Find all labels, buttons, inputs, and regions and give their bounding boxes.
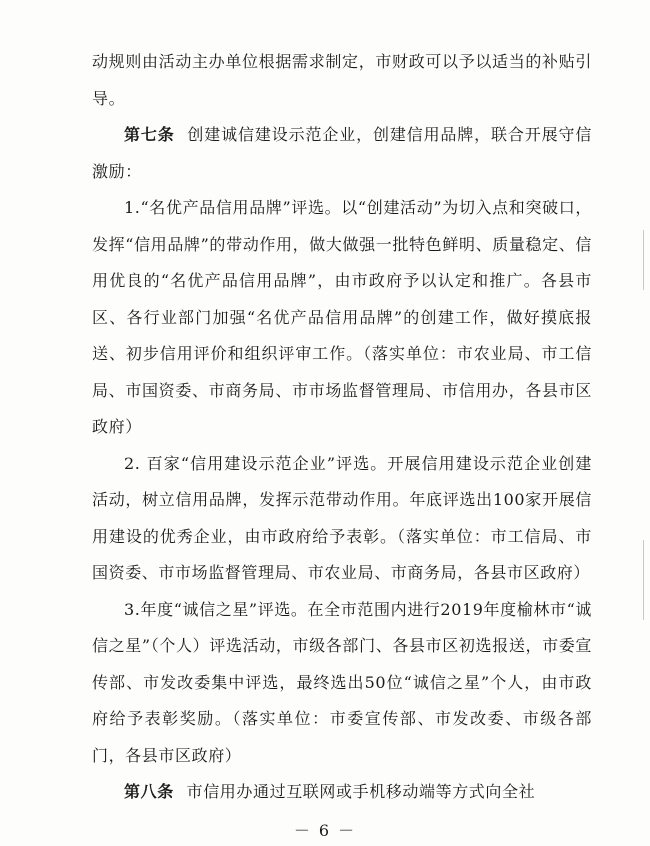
paragraph-item-3 xyxy=(92,592,592,775)
article-label: 第八条 xyxy=(124,782,174,801)
page-number: － 6 － xyxy=(293,821,357,840)
paragraph-text: 1.“名优产品信用品牌”评选。以“创建活动”为切入点和突破口，发挥“信用品牌”的带动作用，做大做强一批特色鲜明、质量稳定、信用优良的“名优产品信用品牌”，由市政府予以认定和推广。各县市区、各行业部门加强“名优产品信用品牌”的创建工作，做好摸底报送、初步信用评价和组织评审工作。（落实单位：市农业局、市工信局、市国资委、市商务局、市市场监督管理局、市信用办，各县市区政府） xyxy=(92,198,592,436)
paragraph-text: 动规则由活动主办单位根据需求制定，市财政可以予以适当的补贴引导。 xyxy=(92,52,592,108)
scan-edge-mark xyxy=(643,230,644,290)
paragraph-article-7 xyxy=(92,117,592,190)
paragraph-article-8 xyxy=(92,774,592,811)
paragraph-text: 市信用办通过互联网或手机移动端等方式向全社 xyxy=(186,782,536,801)
paragraph-continuation xyxy=(92,44,592,117)
paragraph-text: 2. 百家“信用建设示范企业”评选。开展信用建设示范企业创建活动，树立信用品牌，发挥示范带动作用。年底评选出100家开展信用建设的优秀企业，由市政府给予表彰。（落实单位：市工信局、市国资委、市市场监督管理局、市农业局、市商务局，各县市区政府） xyxy=(92,453,592,582)
scan-edge-mark xyxy=(643,540,644,620)
paragraph-item-2 xyxy=(92,446,592,592)
article-label: 第七条 xyxy=(124,125,175,144)
paragraph-text: 3.年度“诚信之星”评选。在全市范围内进行2019年度榆林市“诚信之星”（个人）评选活动，市级各部门、各县市区初选报送，市委宣传部、市发改委集中评选，最终选出50位“诚信之星”个人，由市政府给予表彰奖励。（落实单位：市委宣传部、市发改委、市级各部门，各县市区政府） xyxy=(92,599,592,765)
paragraph-text: 创建诚信建设示范企业，创建信用品牌，联合开展守信激励： xyxy=(92,125,592,181)
paragraph-item-1 xyxy=(92,190,592,446)
document-body xyxy=(92,44,592,811)
